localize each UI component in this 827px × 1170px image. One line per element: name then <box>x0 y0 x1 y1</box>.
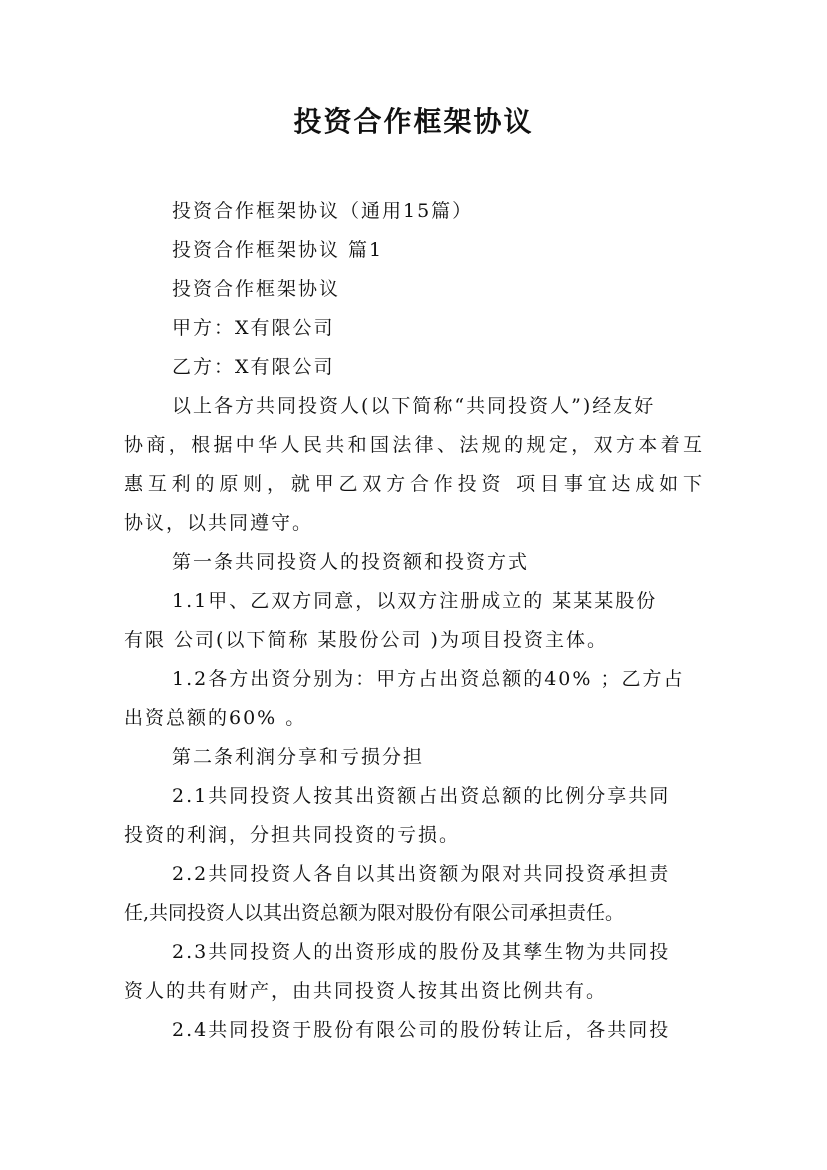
article-heading: 第一条共同投资人的投资额和投资方式 <box>172 551 530 573</box>
paragraph-line: 协议，以共同遵守。 <box>124 512 314 534</box>
paragraph-line: 2.4共同投资于股份有限公司的股份转让后，各共同投 <box>172 1019 671 1041</box>
paragraph-line: 资人的共有财产，由共同投资人按其出资比例共有。 <box>124 980 608 1002</box>
subtitle-line: 投资合作框架协议（通用15篇） <box>172 200 474 222</box>
article-heading: 第二条利润分享和亏损分担 <box>172 746 425 768</box>
party-b: 乙方：X有限公司 <box>172 356 335 378</box>
paragraph-line: 协商，根据中华人民共和国法律、法规的规定，双方本着互 <box>124 434 704 456</box>
paragraph-line: 2.1共同投资人按其出资额占出资总额的比例分享共同 <box>172 785 671 807</box>
paragraph-line: 2.3共同投资人的出资形成的股份及其孳生物为共同投 <box>172 941 671 963</box>
paragraph-line: 惠互利的原则，就甲乙双方合作投资 项目事宜达成如下 <box>124 473 704 495</box>
paragraph-line: 1.2各方出资分别为：甲方占出资总额的40% ；乙方占 <box>172 668 685 690</box>
paragraph-line: 投资的利润，分担共同投资的亏损。 <box>124 824 461 846</box>
party-a: 甲方：X有限公司 <box>172 317 335 339</box>
chapter-heading: 投资合作框架协议 篇1 <box>172 239 384 261</box>
paragraph-line: 1.1甲、乙双方同意，以双方注册成立的 某某某股份 <box>172 590 658 612</box>
document-title: 投资合作框架协议 <box>293 105 534 138</box>
paragraph-line: 以上各方共同投资人(以下简称“共同投资人”)经友好 <box>172 395 656 417</box>
paragraph-line: 有限 公司(以下简称 某股份公司 )为项目投资主体。 <box>124 629 608 651</box>
agreement-name: 投资合作框架协议 <box>172 278 341 300</box>
paragraph-line: 任,共同投资人以其出资总额为限对股份有限公司承担责任。 <box>124 902 625 924</box>
paragraph-line: 2.2共同投资人各自以其出资额为限对共同投资承担责 <box>172 863 671 885</box>
paragraph-line: 出资总额的60% 。 <box>124 707 307 729</box>
